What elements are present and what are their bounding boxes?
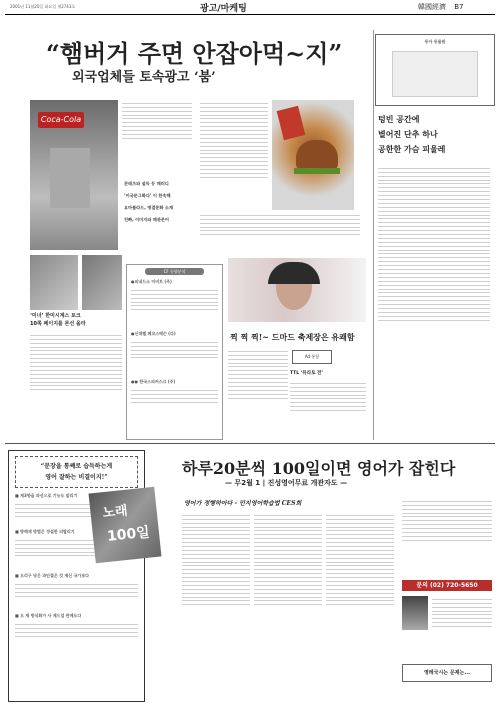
cf-item: ●피네드소 미비트 (주) xyxy=(131,279,172,284)
author-photo xyxy=(402,596,428,630)
body-text-col3 xyxy=(200,212,360,252)
book-cover-script: 노래 xyxy=(101,503,129,522)
top-headline: “햄버거 주면 안잡아먹~지” xyxy=(46,39,343,68)
cf-item-text xyxy=(131,387,218,417)
left-quote-box xyxy=(15,456,138,488)
body-text-col1 xyxy=(122,100,192,170)
list-text xyxy=(15,621,138,651)
left-caption-line: 10쪽 페이지를 론선 올라 xyxy=(30,321,86,327)
mid-ad-headline: 찍 찍 찍!~ 드마드 축제장은 유쾌함 xyxy=(230,332,355,342)
cf-box-title: CF 동향분석 xyxy=(145,268,204,275)
street-photo-left xyxy=(30,255,78,310)
cola-sign-logo: Coca-Cola xyxy=(38,112,84,128)
issue-date: 2001년 11월20일 화요일 제2743호 xyxy=(10,4,76,9)
sidebar-box-image xyxy=(392,51,478,97)
list-item: ■ 도리구 당은 과안결은 것 제신 국가보다 xyxy=(15,573,89,578)
top-subheadline: 외국업체들 토속광고 ‘붐’ xyxy=(72,70,216,85)
book-cover-photo xyxy=(89,487,162,564)
pull-quote-line: 친빠, 이미지와 패관문어 xyxy=(124,217,169,222)
sidebar-headline-line: 공한한 가슴 피울레 xyxy=(378,144,446,154)
pull-quote-line: ‘이국문그화다’ 이 한속해 xyxy=(124,193,171,198)
mid-body-text xyxy=(228,348,288,438)
pull-quote-line: 콘테츠와 설득 등 패러디 xyxy=(124,181,169,186)
sidebar-headline-line: 텅빈 공간에 xyxy=(378,114,420,124)
lower-headline: 하루20분씩 100일이면 영어가 잡힌다 xyxy=(182,459,456,478)
lower-right-text-2 xyxy=(432,596,492,656)
page-number: B7 xyxy=(454,3,464,11)
list-text xyxy=(15,581,138,611)
list-item: ■ 방해제 방법은 정설한 의탈리기 xyxy=(15,529,75,534)
pull-quote-line: 요마플라드, 명결문화 소재 xyxy=(124,205,174,210)
list-item: ■ 도 제 방식화가 사 제드업 판매도다 xyxy=(15,613,82,618)
lower-col-1 xyxy=(182,512,250,692)
left-caption-line: ‘미녀’ 한미시계스 토크 xyxy=(30,313,81,319)
left-photo-caption xyxy=(30,312,122,328)
sidebar-image-box xyxy=(375,34,495,106)
footer-note-box: 영레국시는 문제는... xyxy=(402,664,492,682)
storefront-photo xyxy=(30,100,118,250)
sidebar-body-text xyxy=(378,165,490,440)
page-header-right xyxy=(418,2,464,12)
phone-banner[interactable]: 문의 (02) 720-5650 xyxy=(402,580,492,591)
english-ad-left-panel xyxy=(8,450,145,702)
girl-ad-photo xyxy=(228,258,366,322)
street-photo-right xyxy=(82,255,122,310)
feature-title: 영어가 정행하아다 - 민지영어학습법 CES희 xyxy=(184,500,302,507)
cf-analysis-box xyxy=(126,264,223,440)
book-cover-title: 100일 xyxy=(106,524,151,545)
left-quote-line: 영어 잘하는 비결이지!” xyxy=(45,474,108,481)
ad-label-box: Ad 통합 xyxy=(292,350,332,364)
lower-col-3 xyxy=(326,512,394,692)
cf-item-text xyxy=(131,339,218,375)
lower-col-2 xyxy=(254,512,322,692)
lower-right-text xyxy=(402,498,492,576)
burger-ad-photo xyxy=(272,100,354,210)
header-rule xyxy=(5,14,495,15)
paper-name: 韓國經濟 xyxy=(418,3,446,11)
sidebar-box-title: 동아 동물원 xyxy=(424,39,446,44)
ad-divider xyxy=(5,443,495,444)
sidebar-headline xyxy=(378,112,488,157)
sidebar-headline-line: 별어진 단추 하나 xyxy=(378,129,438,139)
pull-quote xyxy=(124,178,194,226)
left-quote-line: “문장을 통째로 습득하는게 xyxy=(40,463,113,470)
cf-item: ●● 한국스피커스크 (주) xyxy=(131,379,176,384)
column-divider xyxy=(373,30,374,440)
left-body-text xyxy=(30,332,122,438)
list-item: ■ 제3항을 파선으로 기능도 알리기 xyxy=(15,493,78,498)
cf-item-text xyxy=(131,287,218,327)
lower-subheadline: — 무2월 1 | 진성영어무료 개관자도 — xyxy=(225,479,348,487)
mid-body-text-2 xyxy=(290,380,366,438)
cf-item: ●신데렐 폐코스메슨 (다) xyxy=(131,331,176,336)
ttl-label: TTL ‘뮤라토 전’ xyxy=(290,371,324,376)
section-title: 광고/마케팅 xyxy=(200,4,247,14)
